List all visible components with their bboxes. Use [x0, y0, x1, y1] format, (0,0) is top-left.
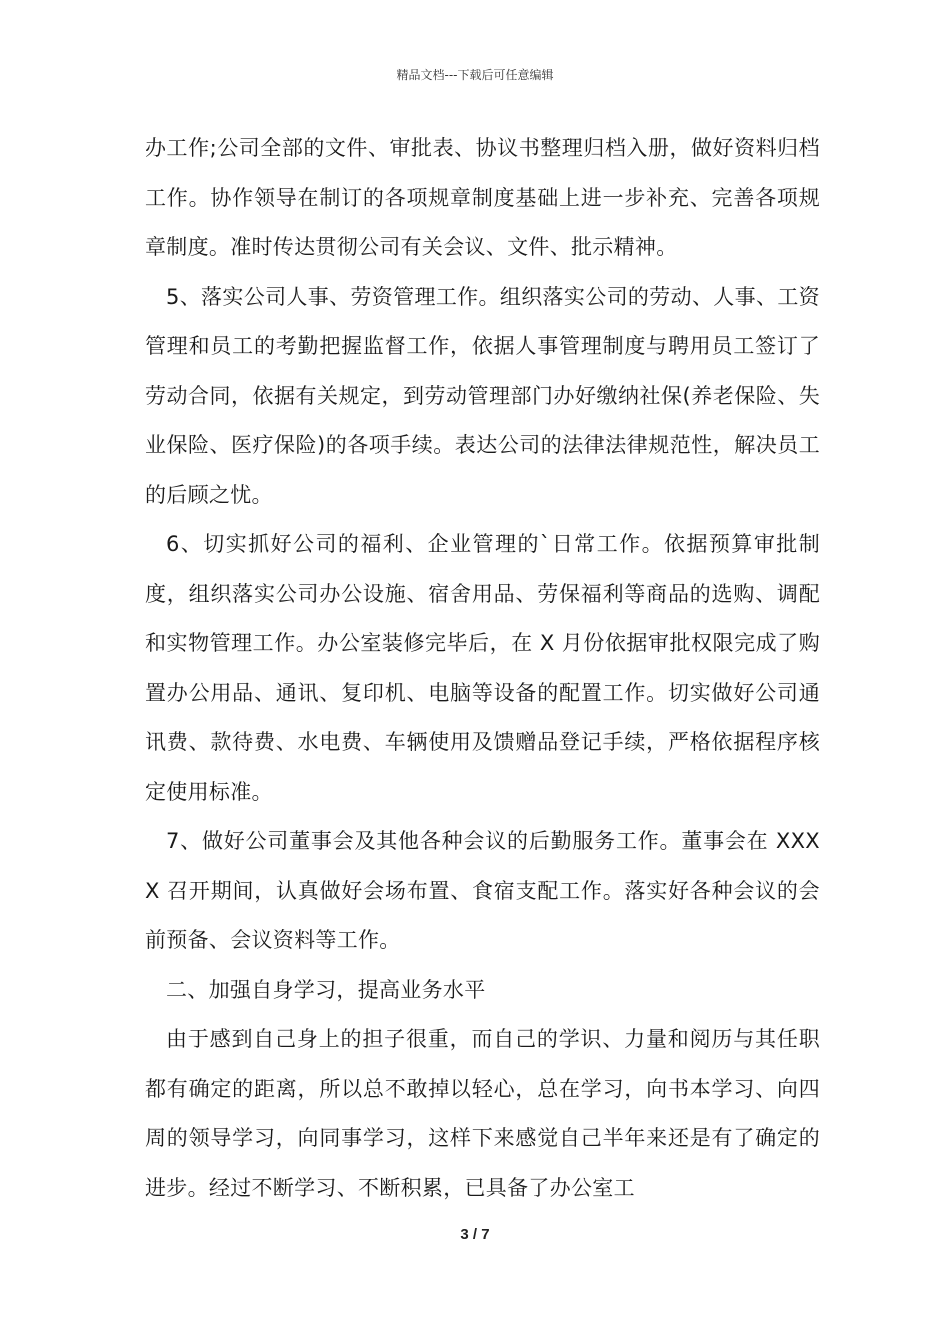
paragraph-4: 7、做好公司董事会及其他各种会议的后勤服务工作。董事会在 XXXX 召开期间，认真做好会场布置、食宿支配工作。落实好各种会议的会前预备、会议资料等工作。 — [145, 829, 820, 952]
paragraph-2: 5、落实公司人事、劳资管理工作。组织落实公司的劳动、人事、工资管理和员工的考勤把握监督工作，依据人事管理制度与聘用员工签订了劳动合同，依据有关规定，到劳动管理部门办好缴纳社保(养老保险、失业保险、医疗保险)的各项手续。表达公司的法律法律规范性，解决员工的后顾之忧。 — [145, 284, 820, 507]
paragraph-5: 由于感到自己身上的担子很重，而自己的学识、力量和阅历与其任职都有确定的距离，所以总不敢掉以轻心，总在学习，向书本学习、向四周的领导学习，向同事学习，这样下来感觉自己半年来还是有了确定的进步。经过不断学习、不断积累，已具备了办公室工 — [145, 1027, 820, 1200]
body-text — [145, 124, 820, 1213]
paragraph-3: 6、切实抓好公司的福利、企业管理的`日常工作。依据预算审批制度，组织落实公司办公设施、宿舍用品、劳保福利等商品的选购、调配和实物管理工作。办公室装修完毕后，在 X 月份依据审批权限完成了购置办公用品、通讯、复印机、电脑等设备的配置工作。切实做好公司通讯费、款待费、水电费、车辆使用及馈赠品登记手续，严格依据程序核定使用标准。 — [145, 532, 820, 804]
page-header: 精品文档---下载后可任意编辑 — [396, 68, 554, 82]
paragraph-1: 办工作;公司全部的文件、审批表、协议书整理归档入册，做好资料归档工作。协作领导在制订的各项规章制度基础上进一步补充、完善各项规章制度。准时传达贯彻公司有关会议、文件、批示精神。 — [145, 136, 820, 259]
page-number: 3 / 7 — [460, 1226, 490, 1243]
section-heading: 二、加强自身学习，提高业务水平 — [166, 977, 486, 1002]
